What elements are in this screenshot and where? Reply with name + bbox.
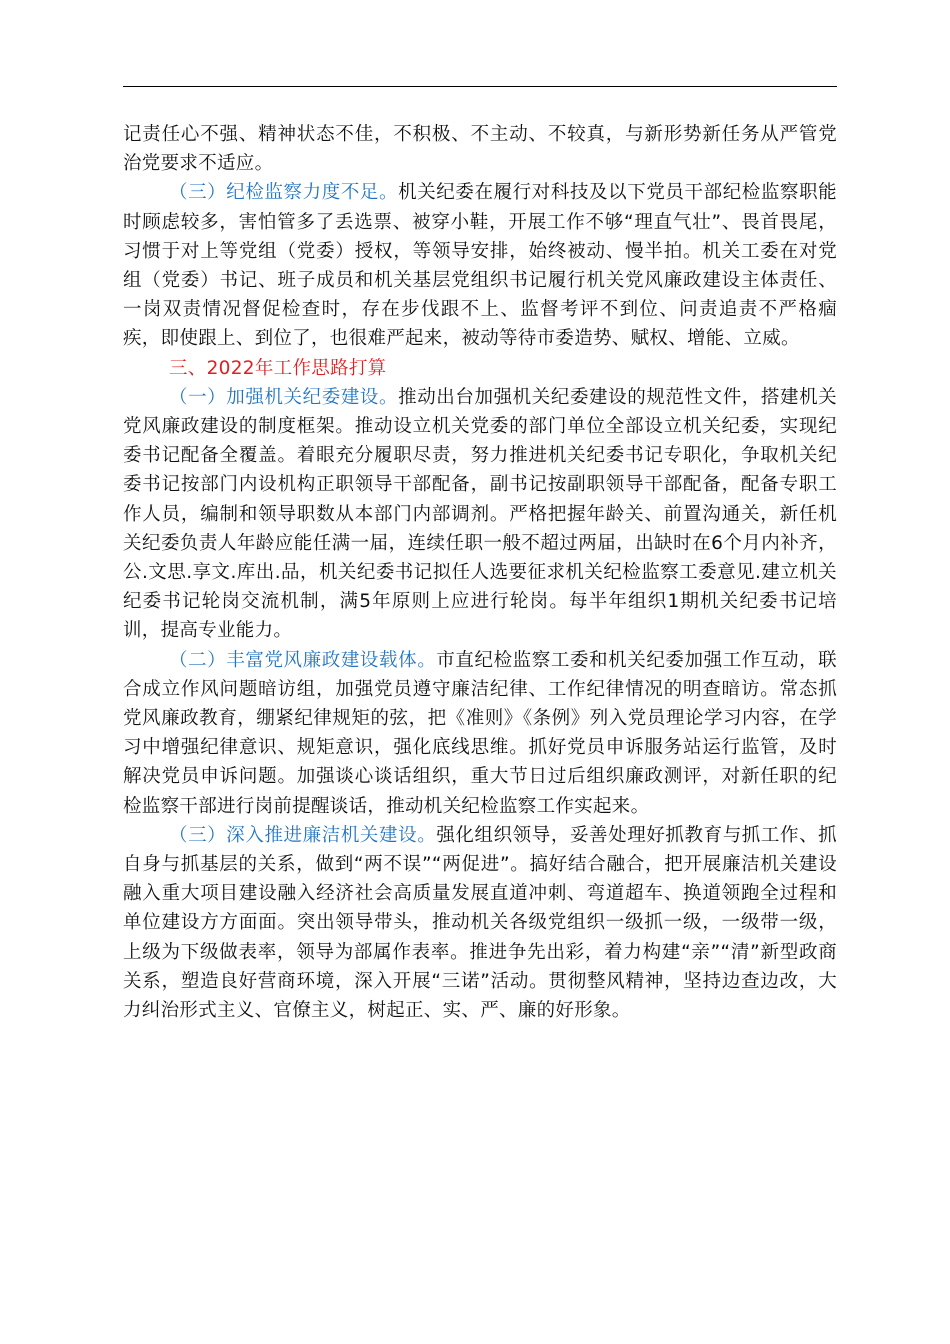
paragraph-integrity-carriers — [123, 646, 837, 821]
paragraph-inspection-strength — [123, 178, 837, 353]
document-body — [123, 120, 837, 1025]
paragraph-continuation — [123, 120, 837, 178]
paragraph-commission-building — [123, 383, 837, 646]
paragraph-text: 强化组织领导，妥善处理好抓教育与抓工作、抓自身与抓基层的关系，做到“两不误”“两促进”。搞好结合融合，把开展廉洁机关建设融入重大项目建设融入经济社会高质量发展直道冲刺、弯道超车、换道领跑全过程和单位建设方方面面。突出领导带头，推动机关各级党组织一级抓一级，一级带一级，上级为下级做表率，领导为部属作表率。推进争先出彩，着力构建“亲”“清”新型政商关系，塑造良好营商环境，深入开展“三诺”活动。贯彻整风精神，坚持边查边改，大力纠治形式主义、官僚主义，树起正、实、严、廉的好形象。 — [123, 824, 837, 1022]
paragraph-heading: （三）深入推进廉洁机关建设。 — [169, 824, 437, 846]
paragraph-heading: （一）加强机关纪委建设。 — [169, 386, 399, 408]
section-heading: 三、2022年工作思路打算 — [169, 357, 387, 379]
paragraph-text: 推动出台加强机关纪委建设的规范性文件，搭建机关党风廉政建设的制度框架。推动设立机关党委的部门单位全部设立机关纪委，实现纪委书记配备全覆盖。着眼充分履职尽责，努力推进机关纪委书记专职化，争取机关纪委书记按部门内设机构正职领导干部配备，副书记按副职领导干部配备，配备专职工作人员，编制和领导职数从本部门内部调剂。严格把握年龄关、前置沟通关，新任机关纪委负责人年龄应能任满一届，连续任职一般不超过两届，出缺时在6个月内补齐，公.文思.享文.库出.品，机关纪委书记拟任人选要征求机关纪检监察工委意见.建立机关纪委书记轮岗交流机制，满5年原则上应进行轮岗。每半年组织1期机关纪委书记培训，提高专业能力。 — [123, 386, 837, 642]
paragraph-heading: （三）纪检监察力度不足。 — [169, 182, 399, 204]
paragraph-text: 记责任心不强、精神状态不佳，不积极、不主动、不较真，与新形势新任务从严管党治党要求不适应。 — [123, 124, 837, 175]
paragraph-text: 机关纪委在履行对科技及以下党员干部纪检监察职能时顾虑较多，害怕管多了丢选票、被穿小鞋，开展工作不够“理直气壮”、畏首畏尾，习惯于对上等党组（党委）授权，等领导安排，始终被动、慢半拍。机关工委在对党组（党委）书记、班子成员和机关基层党组织书记履行机关党风廉政建设主体责任、一岗双责情况督促检查时，存在步伐跟不上、监督考评不到位、问责追责不严格痼疾，即使跟上、到位了，也很难严起来，被动等待市委造势、赋权、增能、立威。 — [123, 182, 837, 350]
paragraph-text: 市直纪检监察工委和机关纪委加强工作互动，联合成立作风问题暗访组，加强党员遵守廉洁纪律、工作纪律情况的明查暗访。常态抓党风廉政教育，绷紧纪律规矩的弦，把《准则》《条例》列入党员理论学习内容，在学习中增强纪律意识、规矩意识，强化底线思维。抓好党员申诉服务站运行监管，及时解决党员申诉问题。加强谈心谈话组织，重大节日过后组织廉政测评，对新任职的纪检监察干部进行岗前提醒谈话，推动机关纪检监察工作实起来。 — [123, 649, 837, 817]
paragraph-heading: （二）丰富党风廉政建设载体。 — [169, 649, 437, 671]
header-rule — [123, 86, 837, 87]
paragraph-clean-organs — [123, 821, 837, 1025]
